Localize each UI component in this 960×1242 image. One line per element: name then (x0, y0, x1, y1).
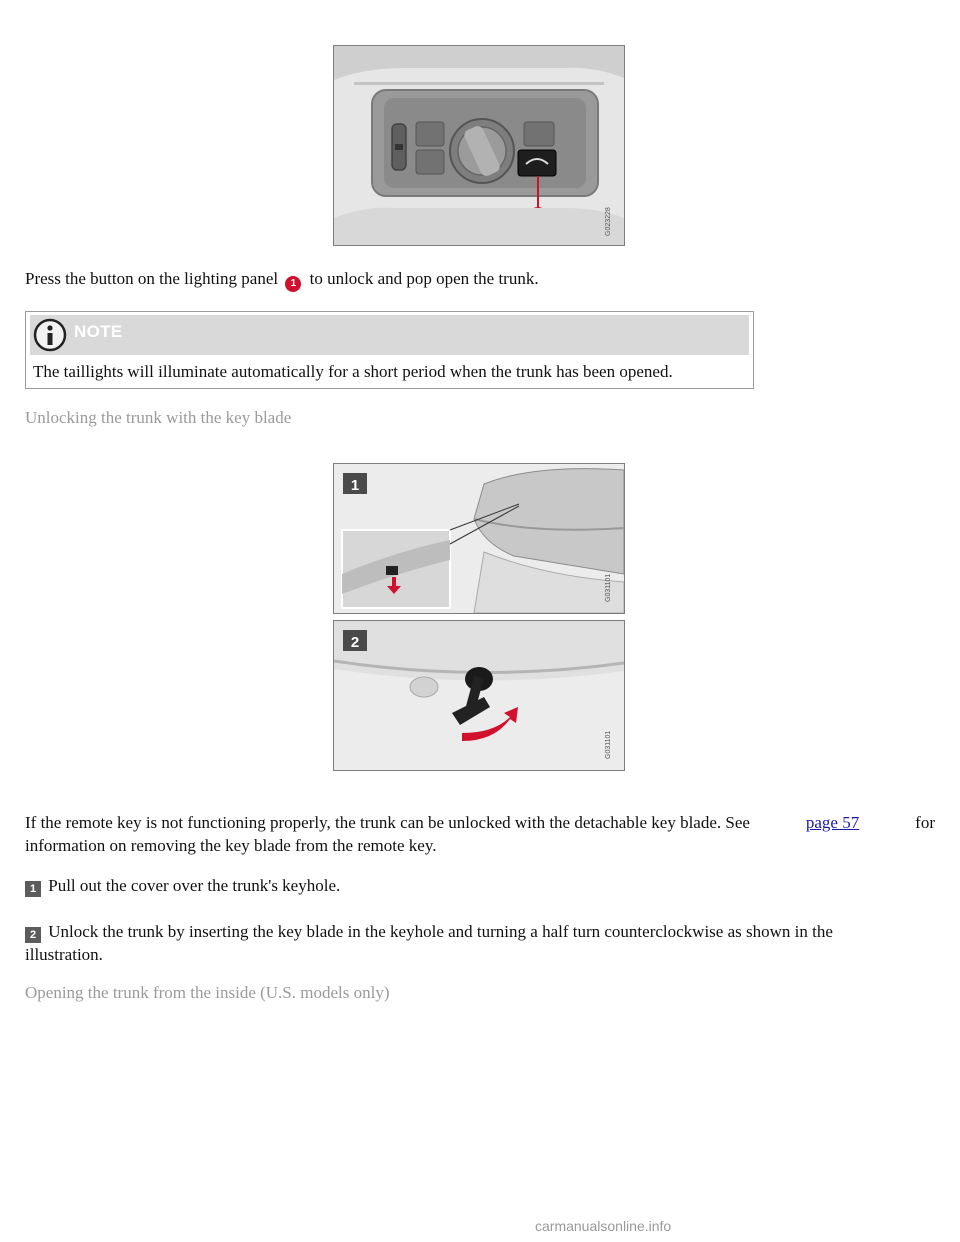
trunk-key-figure (333, 620, 625, 771)
figure-label-2: 2 (350, 634, 360, 651)
callout-1-icon: 1 (285, 276, 301, 292)
step-2 (25, 920, 935, 966)
trunk-cover-figure (333, 463, 625, 614)
remote-key-link[interactable]: page 57 (805, 813, 860, 832)
note-header (30, 315, 749, 355)
intro-text-before: Press the button on the lighting panel (25, 269, 279, 288)
note-title: NOTE (74, 322, 123, 341)
section-heading-key-blade: Unlocking the trunk with the key blade (25, 408, 292, 427)
figure-code: G031101 (605, 730, 612, 759)
step-1-icon: 1 (25, 881, 41, 897)
section-heading-inside: Opening the trunk from the inside (U.S. models only) (25, 983, 390, 1002)
step-2-text: Unlock the trunk by inserting the key blade in the keyhole and turning a half turn counterclockwise as shown in the (48, 922, 833, 941)
intro-paragraph (25, 267, 539, 292)
trunk-cover-illustration (334, 464, 624, 613)
step-1-text: Pull out the cover over the trunk's keyhole. (48, 876, 341, 895)
figure-code: G031101 (605, 573, 612, 602)
intro-text-after: to unlock and pop open the trunk. (309, 269, 539, 288)
step-2-text-continued: illustration. (25, 945, 103, 964)
trunk-key-illustration (334, 621, 624, 770)
note-text: The taillights will illuminate automatically for a short period when the trunk has been opened. (33, 362, 673, 381)
lighting-panel-figure (333, 45, 625, 246)
figure-label-1: 1 (350, 477, 360, 494)
figure-code: G023228 (605, 207, 612, 236)
remote-key-paragraph (25, 811, 935, 857)
info-icon (33, 318, 67, 352)
remote-key-line-2: information on removing the key blade from the remote key. (25, 836, 437, 855)
note-box (25, 311, 754, 389)
step-1 (25, 874, 340, 897)
watermark: carmanualsonline.info (535, 1218, 672, 1234)
lighting-panel-illustration (334, 46, 624, 245)
remote-key-line-1 (25, 811, 935, 834)
step-2-icon: 2 (25, 927, 41, 943)
remote-key-text: If the remote key is not functioning properly, the trunk can be unlocked with the detachable key blade. See (25, 813, 750, 832)
remote-key-text-after: for (915, 813, 935, 832)
